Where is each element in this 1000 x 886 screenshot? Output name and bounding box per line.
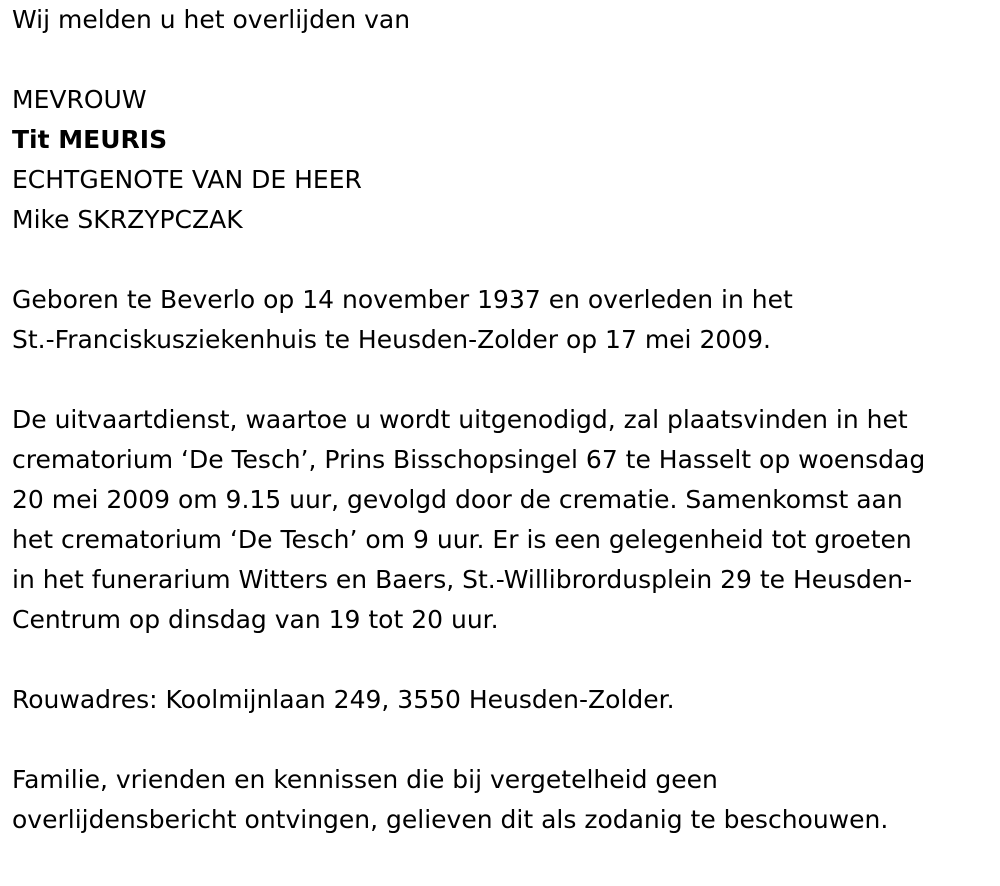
intro-text: Wij melden u het overlijden van — [12, 5, 411, 34]
service-line: Centrum op dinsdag van 19 tot 20 uur. — [12, 605, 499, 634]
relation-text: ECHTGENOTE VAN DE HEER — [12, 165, 362, 194]
service-line: 20 mei 2009 om 9.15 uur, gevolgd door de crematie. Samenkomst aan — [12, 485, 903, 514]
spacer — [12, 240, 992, 280]
service-paragraph — [12, 400, 992, 640]
spacer — [12, 720, 992, 760]
closing-paragraph — [12, 760, 992, 840]
service-line: het crematorium ‘De Tesch’ om 9 uur. Er is een gelegenheid tot groeten — [12, 525, 912, 554]
mourning-address: Rouwadres: Koolmijnlaan 249, 3550 Heusden-Zolder. — [12, 685, 675, 714]
service-line: De uitvaartdienst, waartoe u wordt uitgenodigd, zal plaatsvinden in het — [12, 405, 908, 434]
closing-line: Familie, vrienden en kennissen die bij vergetelheid geen — [12, 765, 718, 794]
closing-line: overlijdensbericht ontvingen, gelieven dit als zodanig te beschouwen. — [12, 805, 889, 834]
spacer — [12, 40, 992, 80]
spacer — [12, 360, 992, 400]
deceased-name: Tit MEURIS — [12, 125, 168, 154]
spouse-name: Mike SKRZYPCZAK — [12, 205, 243, 234]
birth-death-line: St.-Franciskusziekenhuis te Heusden-Zolder op 17 mei 2009. — [12, 325, 772, 354]
spacer — [12, 640, 992, 680]
birth-death-paragraph — [12, 280, 992, 360]
death-notice — [12, 0, 992, 840]
birth-death-line: Geboren te Beverlo op 14 november 1937 en overleden in het — [12, 285, 793, 314]
service-line: crematorium ‘De Tesch’, Prins Bisschopsingel 67 te Hasselt op woensdag — [12, 445, 926, 474]
service-line: in het funerarium Witters en Baers, St.-Willibrordusplein 29 te Heusden- — [12, 565, 913, 594]
title-prefix: MEVROUW — [12, 85, 147, 114]
